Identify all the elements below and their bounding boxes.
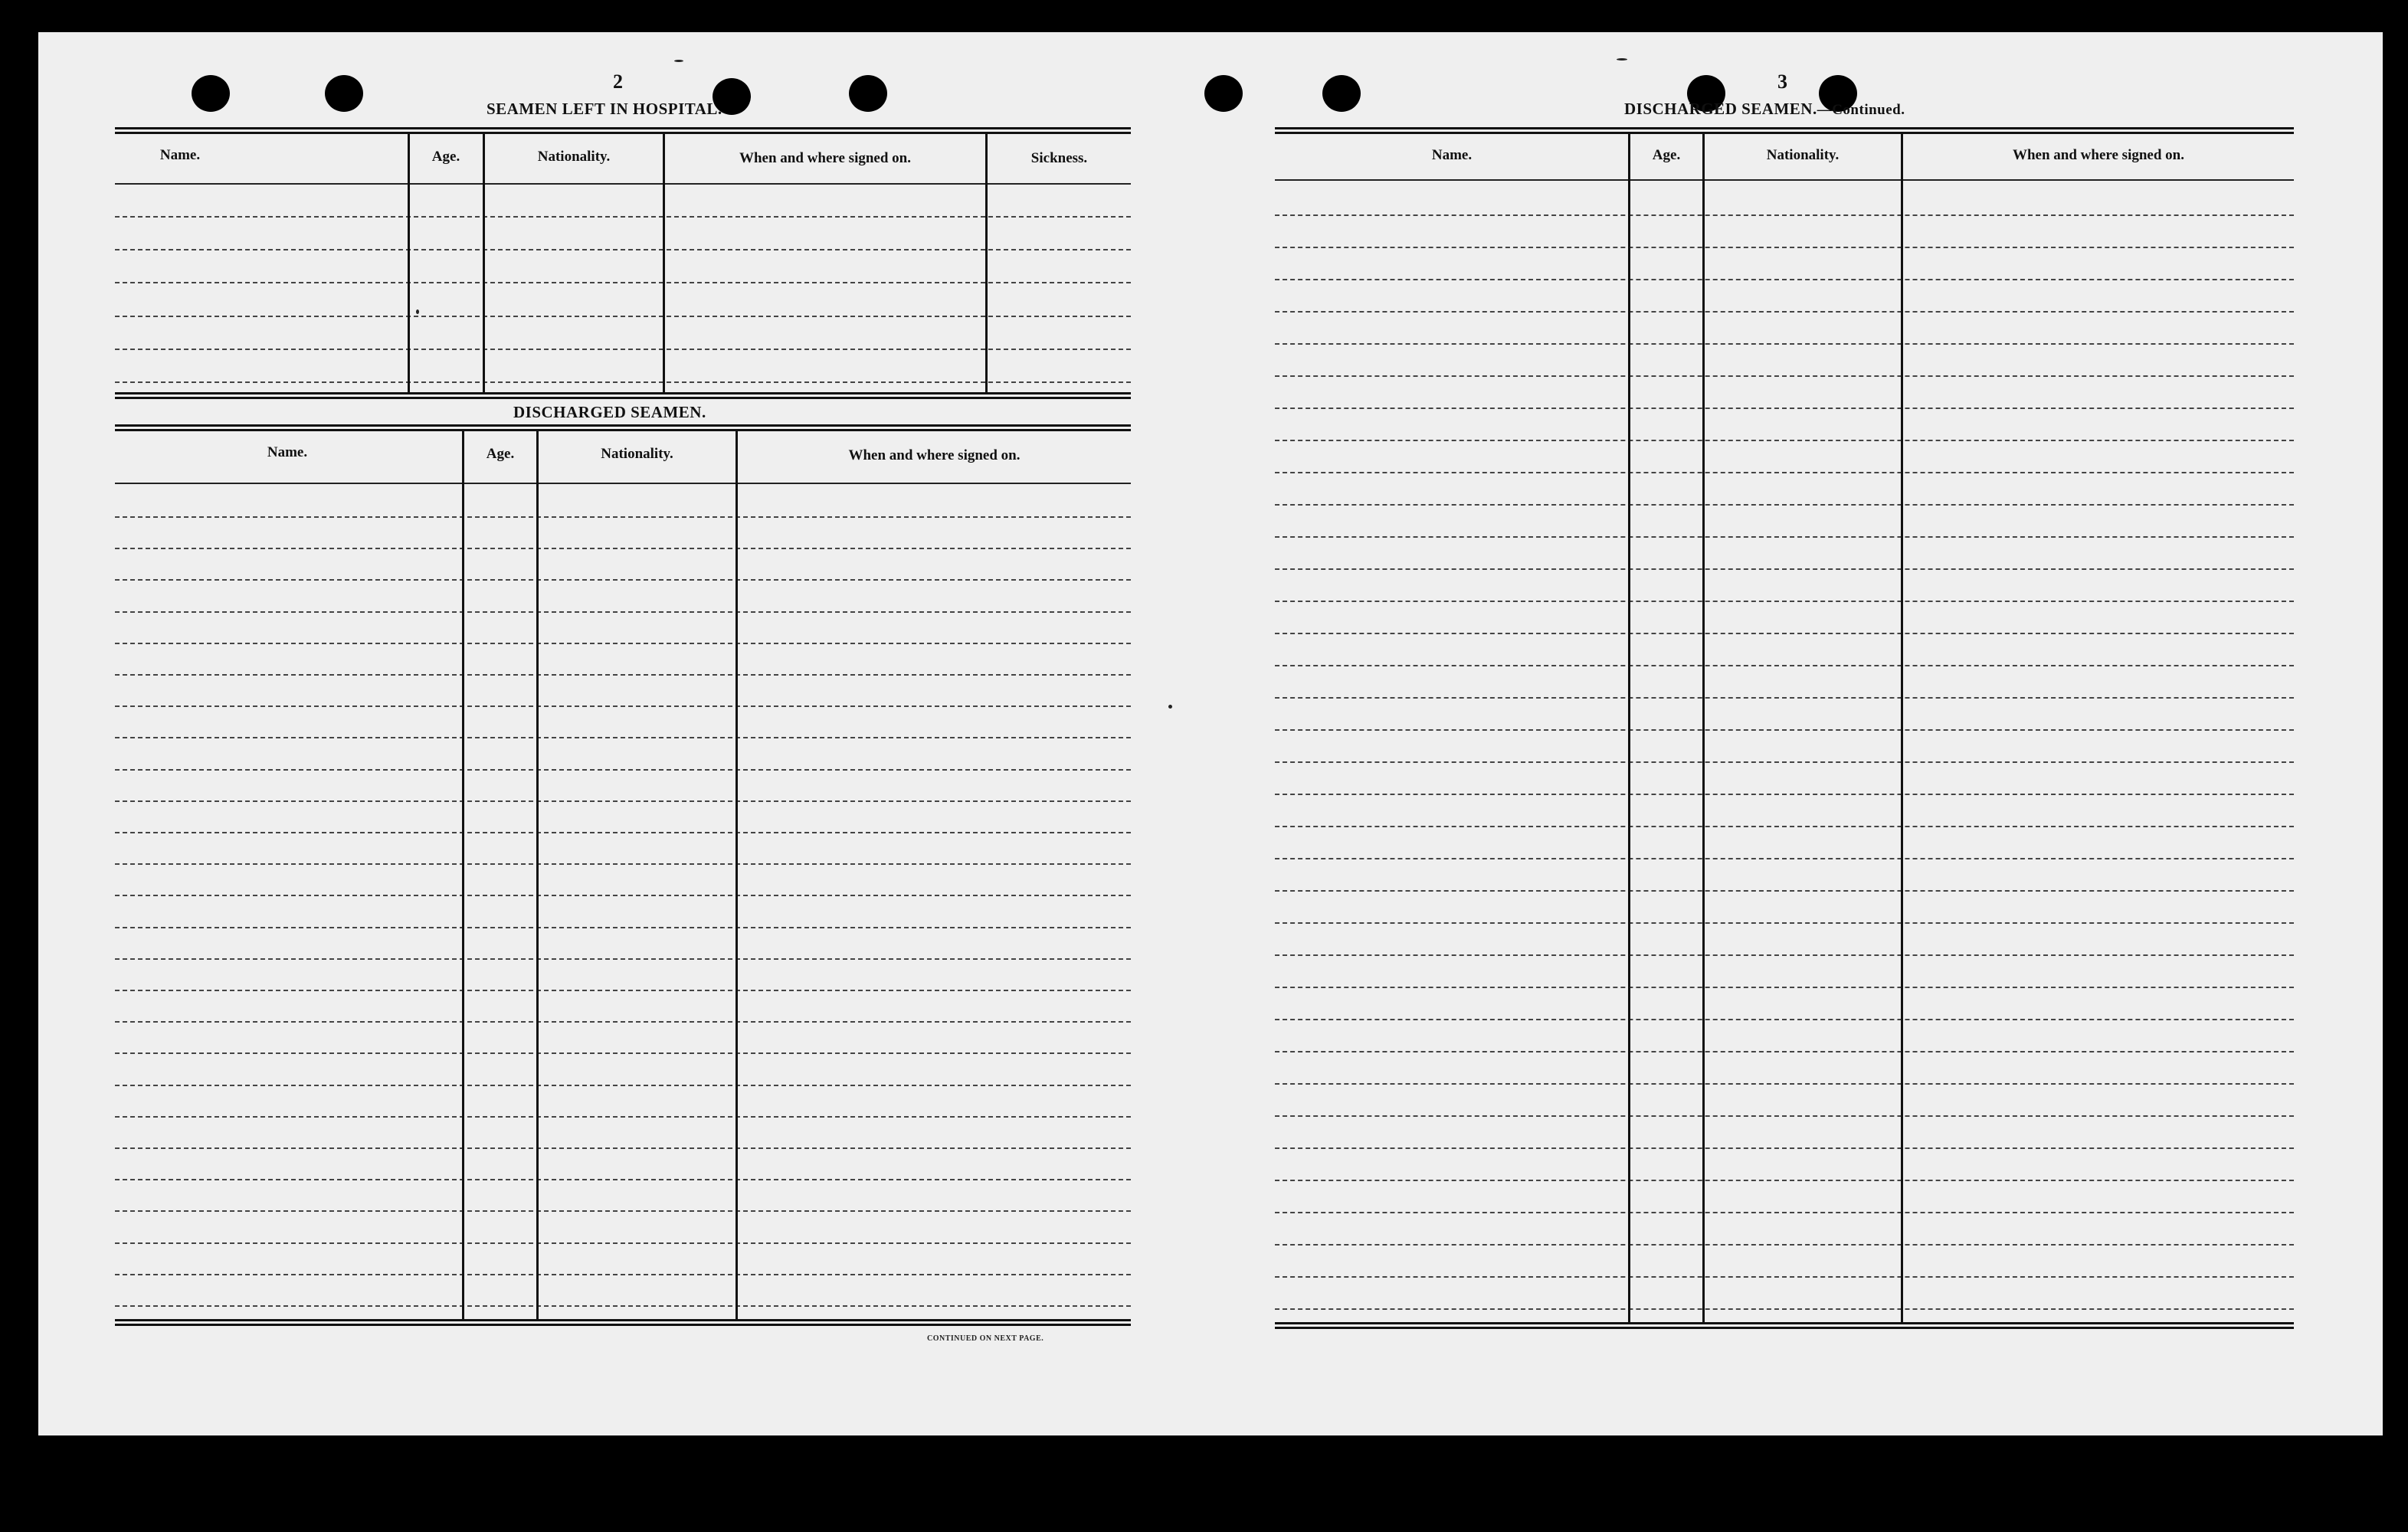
- hospital-top-rule: [115, 127, 1131, 129]
- ledger-paper: [38, 32, 2383, 1435]
- table-row: [1275, 858, 2294, 859]
- table-row: [115, 1305, 1131, 1307]
- table-row: [115, 674, 1131, 676]
- table-row: [115, 381, 1131, 383]
- table-row: [1275, 1115, 2294, 1117]
- column-header-signed-on: When and where signed on.: [848, 447, 1021, 463]
- table-row: [1275, 922, 2294, 924]
- table-row: [115, 1242, 1131, 1244]
- hospital-bottom-rule: [115, 397, 1131, 399]
- table-row: [115, 516, 1131, 518]
- table-row: [1275, 601, 2294, 602]
- discharged-continued-title: [1624, 100, 1905, 119]
- table-row: [115, 832, 1131, 833]
- table-row: [115, 1052, 1131, 1054]
- left-page-number: 2: [613, 70, 623, 93]
- table-row: [1275, 504, 2294, 506]
- table-row: [1275, 794, 2294, 795]
- table-row: [115, 705, 1131, 707]
- table-row: [115, 769, 1131, 771]
- table-row: [115, 643, 1131, 644]
- table-row: [1275, 214, 2294, 216]
- table-row: [115, 249, 1131, 250]
- table-row: [115, 1116, 1131, 1118]
- column-header-age: Age.: [1652, 147, 1681, 163]
- column-header-age: Age.: [486, 446, 515, 462]
- table-row: [1275, 1212, 2294, 1213]
- ink-speck: [1168, 705, 1172, 709]
- ink-speck: [416, 309, 419, 314]
- table-row: [115, 1274, 1131, 1275]
- right-bottom-rule: [1275, 1327, 2294, 1329]
- table-row: [115, 895, 1131, 896]
- column-divider: [663, 134, 665, 392]
- punch-hole: [192, 75, 230, 112]
- column-divider: [536, 431, 539, 1319]
- hospital-bottom-rule: [115, 392, 1131, 394]
- table-row: [115, 611, 1131, 613]
- table-row: [1275, 247, 2294, 248]
- column-divider: [462, 431, 464, 1319]
- right-page-number: 3: [1777, 70, 1787, 93]
- column-divider: [736, 431, 738, 1319]
- punch-hole: [1204, 75, 1243, 112]
- column-divider: [1628, 134, 1630, 1322]
- punch-hole: [1322, 75, 1361, 112]
- table-row: [115, 316, 1131, 317]
- table-row: [1275, 729, 2294, 731]
- table-row: [1275, 826, 2294, 827]
- table-row: [1275, 890, 2294, 892]
- column-header-nationality: Nationality.: [1766, 147, 1840, 163]
- table-row: [1275, 633, 2294, 634]
- column-divider: [1901, 134, 1903, 1322]
- column-divider: [483, 134, 485, 392]
- table-row: [115, 1210, 1131, 1212]
- table-row: [115, 800, 1131, 802]
- table-row: [1275, 987, 2294, 988]
- column-header-signed-on: When and where signed on.: [739, 150, 911, 166]
- table-row: [115, 282, 1131, 283]
- table-row: [1275, 375, 2294, 377]
- discharged-continued-title-text: DISCHARGED SEAMEN.: [1624, 100, 1817, 118]
- hospital-section-title: SEAMEN LEFT IN HOSPITAL.: [487, 100, 722, 118]
- column-header-signed-on: When and where signed on.: [2012, 147, 2184, 163]
- table-row: [115, 1147, 1131, 1149]
- right-top-rule: [1275, 132, 2294, 134]
- discharged-section-title: DISCHARGED SEAMEN.: [513, 403, 706, 421]
- column-header-sickness: Sickness.: [1030, 150, 1088, 166]
- table-row: [115, 349, 1131, 350]
- table-row: [115, 990, 1131, 991]
- discharged-bottom-rule: [115, 1324, 1131, 1326]
- table-row: [1275, 1019, 2294, 1020]
- table-row: [1275, 1083, 2294, 1085]
- table-row: [1275, 440, 2294, 441]
- table-row: [115, 1085, 1131, 1086]
- table-row: [115, 737, 1131, 738]
- table-row: [115, 1179, 1131, 1180]
- table-row: [115, 548, 1131, 549]
- table-row: [115, 216, 1131, 218]
- column-divider: [1702, 134, 1705, 1322]
- table-row: [1275, 343, 2294, 345]
- hospital-header-rule: [115, 183, 1131, 185]
- right-header-rule: [1275, 179, 2294, 181]
- column-header-nationality: Nationality.: [601, 446, 673, 462]
- table-row: [115, 958, 1131, 960]
- column-header-age: Age.: [431, 149, 460, 165]
- ink-speck: [1617, 58, 1627, 61]
- ink-speck: [674, 60, 683, 62]
- punch-hole: [849, 75, 887, 112]
- table-row: [115, 927, 1131, 928]
- column-divider: [408, 134, 410, 392]
- table-row: [1275, 279, 2294, 280]
- table-row: [1275, 408, 2294, 409]
- right-top-rule: [1275, 127, 2294, 129]
- column-header-name: Name.: [159, 147, 201, 163]
- continued-suffix: —Continued.: [1817, 102, 1905, 118]
- table-row: [1275, 954, 2294, 956]
- continued-note: CONTINUED ON NEXT PAGE.: [927, 1334, 1044, 1343]
- table-row: [1275, 568, 2294, 570]
- punch-hole: [325, 75, 363, 112]
- table-row: [1275, 536, 2294, 538]
- table-row: [1275, 1276, 2294, 1278]
- hospital-top-rule: [115, 132, 1131, 134]
- column-divider: [985, 134, 988, 392]
- discharged-header-rule: [115, 483, 1131, 484]
- discharged-top-rule: [115, 424, 1131, 427]
- column-header-name: Name.: [267, 444, 308, 460]
- table-row: [1275, 1147, 2294, 1149]
- table-row: [1275, 761, 2294, 763]
- column-header-nationality: Nationality.: [537, 149, 611, 165]
- right-bottom-rule: [1275, 1322, 2294, 1324]
- table-row: [1275, 1051, 2294, 1052]
- table-row: [1275, 1244, 2294, 1246]
- table-row: [1275, 1308, 2294, 1310]
- discharged-top-rule: [115, 429, 1131, 431]
- table-row: [115, 579, 1131, 581]
- column-header-name: Name.: [1431, 147, 1473, 163]
- table-row: [1275, 697, 2294, 699]
- table-row: [1275, 472, 2294, 473]
- table-row: [115, 1021, 1131, 1023]
- table-row: [1275, 1180, 2294, 1181]
- discharged-bottom-rule: [115, 1319, 1131, 1321]
- table-row: [1275, 311, 2294, 313]
- table-row: [1275, 665, 2294, 666]
- table-row: [115, 863, 1131, 865]
